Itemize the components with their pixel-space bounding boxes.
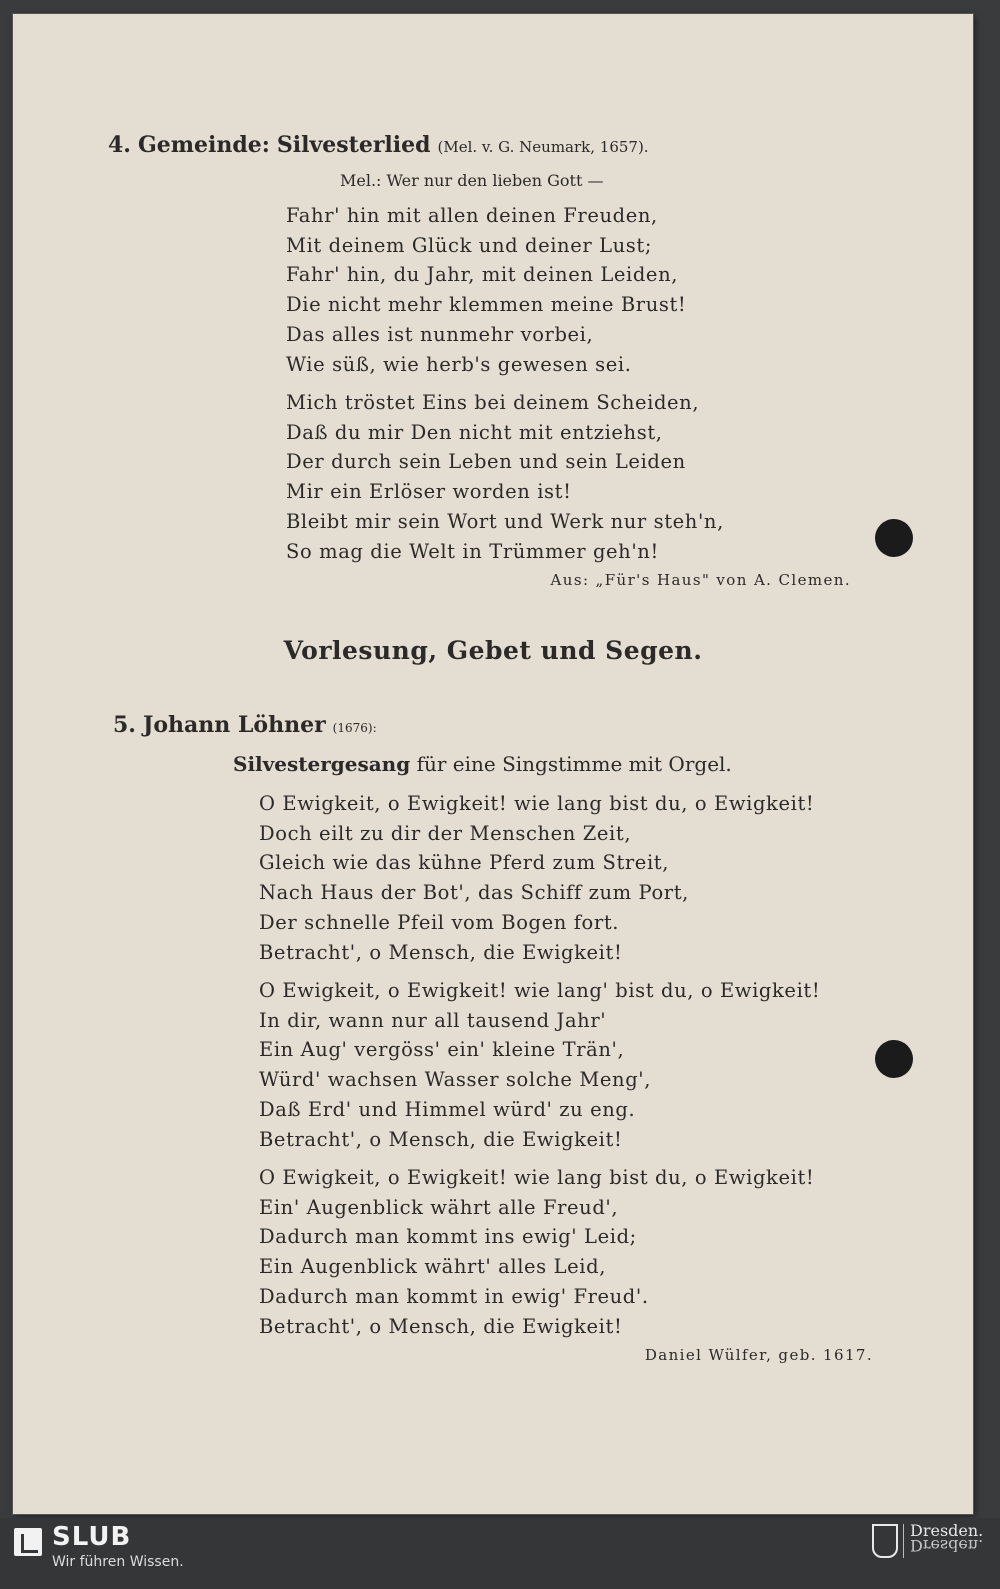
verse-line: Betracht', o Mensch, die Ewigkeit! xyxy=(259,1314,623,1338)
verse-line: O Ewigkeit, o Ewigkeit! wie lang bist du, o Ewigkeit! xyxy=(259,792,815,815)
verse-line: Ein Augenblick währt' alles Leid, xyxy=(259,1255,606,1279)
dresden-logo[interactable] xyxy=(910,1521,984,1555)
footer-bar xyxy=(0,1518,1000,1589)
stanza xyxy=(259,1163,814,1341)
brand-tagline: Wir führen Wissen. xyxy=(52,1554,184,1570)
section-number: 4. xyxy=(108,132,131,158)
verse-line: Betracht', o Mensch, die Ewigkeit! xyxy=(259,940,623,964)
verse-line: Doch eilt zu dir der Menschen Zeit, xyxy=(259,821,632,845)
punch-hole xyxy=(875,519,913,557)
verse-line: Fahr' hin mit allen deinen Freuden, xyxy=(286,204,658,227)
melody-line: Mel.: Wer nur den lieben Gott — xyxy=(340,171,604,190)
section-4-heading xyxy=(108,132,649,158)
verse-line: Mich tröstet Eins bei deinem Scheiden, xyxy=(286,391,700,414)
verse-line: Mit deinem Glück und deiner Lust; xyxy=(286,233,652,257)
subtitle-bold: Silvestergesang xyxy=(233,752,411,776)
city-name-mirror: Dresden. xyxy=(910,1536,984,1555)
document-page xyxy=(13,14,973,1514)
stanza xyxy=(259,976,820,1154)
verse-line: Dadurch man kommt ins ewig' Leid; xyxy=(259,1225,637,1249)
interlude-title: Vorlesung, Gebet und Segen. xyxy=(283,636,703,665)
verse-line: Daß du mir Den nicht mit entziehst, xyxy=(286,420,663,444)
author-attribution: Daniel Wülfer, geb. 1617. xyxy=(644,1346,873,1364)
city-name: Dresden. xyxy=(910,1521,984,1540)
composer-year: (1676): xyxy=(332,721,377,735)
verse-line: Bleibt mir sein Wort und Werk nur steh'n, xyxy=(286,509,724,533)
section-title: Silvesterlied xyxy=(276,132,431,158)
verse-line: O Ewigkeit, o Ewigkeit! wie lang' bist du, o Ewigkeit! xyxy=(259,979,821,1002)
brand-name[interactable]: SLUB xyxy=(52,1522,132,1552)
stanza xyxy=(286,201,686,379)
source-attribution: Aus: „Für's Haus" von A. Clemen. xyxy=(550,571,851,589)
verse-line: In dir, wann nur all tausend Jahr' xyxy=(259,1008,607,1032)
verse-line: Gleich wie das kühne Pferd zum Streit, xyxy=(259,851,670,875)
verse-line: O Ewigkeit, o Ewigkeit! wie lang bist du, o Ewigkeit! xyxy=(259,1166,815,1189)
verse-line: Ein Aug' vergöss' ein' kleine Trän', xyxy=(259,1038,625,1062)
verse-line: Daß Erd' und Himmel würd' zu eng. xyxy=(259,1097,636,1121)
divider xyxy=(903,1524,904,1558)
composer-name: Johann Löhner xyxy=(142,712,326,738)
verse-line: Ein' Augenblick währt alle Freud', xyxy=(259,1195,619,1219)
section-5-heading xyxy=(113,712,377,738)
verse-line: Fahr' hin, du Jahr, mit deinen Leiden, xyxy=(286,263,679,287)
stanza xyxy=(259,789,814,967)
verse-line: Wie süß, wie herb's gewesen sei. xyxy=(286,352,632,376)
section-label: Gemeinde: xyxy=(137,132,270,158)
slub-logo-icon[interactable] xyxy=(14,1528,42,1556)
verse-line: Der durch sein Leben und sein Leiden xyxy=(286,450,686,474)
verse-line: Mir ein Erlöser worden ist! xyxy=(286,480,572,504)
verse-line: Der schnelle Pfeil vom Bogen fort. xyxy=(259,910,620,934)
section-note: (Mel. v. G. Neumark, 1657). xyxy=(437,138,649,156)
verse-line: Dadurch man kommt in ewig' Freud'. xyxy=(259,1284,649,1308)
verse-line: Das alles ist nunmehr vorbei, xyxy=(286,322,594,346)
verse-line: Würd' wachsen Wasser solche Meng', xyxy=(259,1068,652,1092)
punch-hole xyxy=(875,1040,913,1078)
section-5-subtitle xyxy=(233,752,732,776)
verse-line: So mag die Welt in Trümmer geh'n! xyxy=(286,539,659,563)
verse-line: Nach Haus der Bot', das Schiff zum Port, xyxy=(259,881,689,905)
dresden-crest-icon[interactable] xyxy=(872,1524,898,1558)
stanza xyxy=(286,388,724,566)
verse-line: Die nicht mehr klemmen meine Brust! xyxy=(286,293,687,317)
subtitle-rest: für eine Singstimme mit Orgel. xyxy=(416,752,732,776)
verse-line: Betracht', o Mensch, die Ewigkeit! xyxy=(259,1127,623,1151)
section-number: 5. xyxy=(113,712,136,738)
